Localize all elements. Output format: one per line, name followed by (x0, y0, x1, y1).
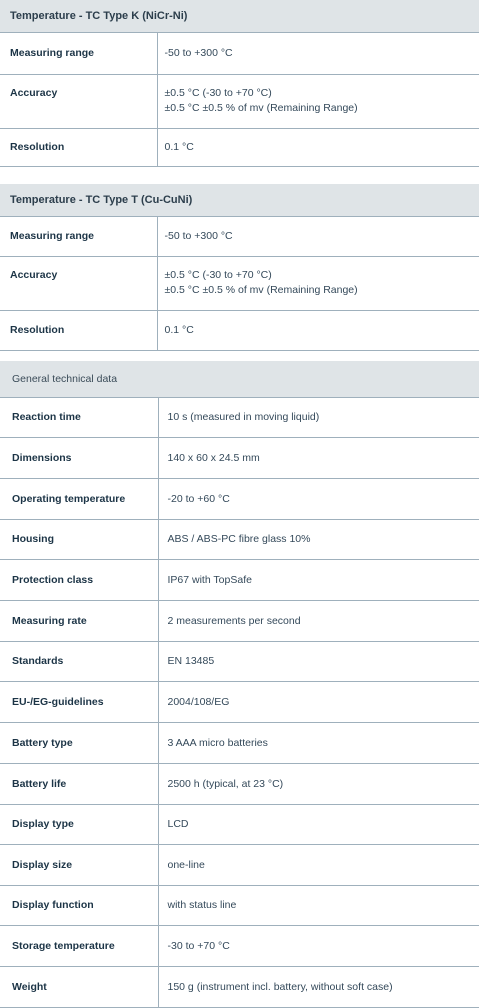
table-row (0, 966, 479, 1007)
table-row (0, 32, 479, 74)
row-value: ±0.5 °C (-30 to +70 °C) ±0.5 °C ±0.5 % of mv (Remaining Range) (157, 74, 479, 128)
section-header (0, 0, 479, 32)
row-value: 3 AAA micro batteries (158, 722, 479, 763)
table-row (0, 844, 479, 885)
row-value: ±0.5 °C (-30 to +70 °C) ±0.5 °C ±0.5 % of mv (Remaining Range) (157, 256, 479, 310)
spec-table-tc-type-t (0, 184, 479, 351)
section-title: Temperature - TC Type T (Cu-CuNi) (0, 184, 479, 216)
row-label: Display type (0, 804, 158, 844)
table-row (0, 600, 479, 641)
table-row (0, 681, 479, 722)
row-value: 2 measurements per second (158, 600, 479, 641)
row-label: Resolution (0, 310, 157, 350)
table-row (0, 478, 479, 519)
row-value: EN 13485 (158, 641, 479, 681)
row-value: LCD (158, 804, 479, 844)
row-label: EU-/EG-guidelines (0, 681, 158, 722)
table-row (0, 722, 479, 763)
row-label: Storage temperature (0, 925, 158, 966)
table-row (0, 804, 479, 844)
row-label: Reaction time (0, 397, 158, 437)
section-header (0, 361, 479, 397)
table-row (0, 885, 479, 925)
spec-table-general (0, 361, 479, 1008)
spec-table-tc-type-k (0, 0, 479, 167)
row-value: IP67 with TopSafe (158, 559, 479, 600)
table-row (0, 256, 479, 310)
table-row (0, 925, 479, 966)
row-value: -50 to +300 °C (157, 216, 479, 256)
row-value: -50 to +300 °C (157, 32, 479, 74)
row-value: 140 x 60 x 24.5 mm (158, 437, 479, 478)
row-value: 150 g (instrument incl. battery, without soft case) (158, 966, 479, 1007)
row-label: Measuring rate (0, 600, 158, 641)
row-label: Resolution (0, 128, 157, 166)
table-row (0, 216, 479, 256)
table-row (0, 559, 479, 600)
row-value: with status line (158, 885, 479, 925)
row-value: 0.1 °C (157, 310, 479, 350)
table-row (0, 397, 479, 437)
section-header (0, 184, 479, 216)
row-value: 2500 h (typical, at 23 °C) (158, 763, 479, 804)
section-title: Temperature - TC Type K (NiCr-Ni) (0, 0, 479, 32)
row-label: Protection class (0, 559, 158, 600)
table-row (0, 128, 479, 166)
row-label: Weight (0, 966, 158, 1007)
row-label: Measuring range (0, 216, 157, 256)
table-row (0, 310, 479, 350)
row-label: Display function (0, 885, 158, 925)
row-label: Housing (0, 519, 158, 559)
row-label: Dimensions (0, 437, 158, 478)
table-row (0, 641, 479, 681)
row-value: 2004/108/EG (158, 681, 479, 722)
row-value: one-line (158, 844, 479, 885)
row-label: Standards (0, 641, 158, 681)
row-value: -30 to +70 °C (158, 925, 479, 966)
row-label: Accuracy (0, 256, 157, 310)
row-value: 10 s (measured in moving liquid) (158, 397, 479, 437)
row-value: 0.1 °C (157, 128, 479, 166)
row-label: Display size (0, 844, 158, 885)
row-label: Accuracy (0, 74, 157, 128)
row-label: Operating temperature (0, 478, 158, 519)
table-row (0, 763, 479, 804)
table-row (0, 519, 479, 559)
row-label: Battery life (0, 763, 158, 804)
table-row (0, 74, 479, 128)
table-row (0, 437, 479, 478)
row-label: Battery type (0, 722, 158, 763)
section-title: General technical data (0, 361, 479, 397)
row-value: -20 to +60 °C (158, 478, 479, 519)
row-value: ABS / ABS-PC fibre glass 10% (158, 519, 479, 559)
row-label: Measuring range (0, 32, 157, 74)
